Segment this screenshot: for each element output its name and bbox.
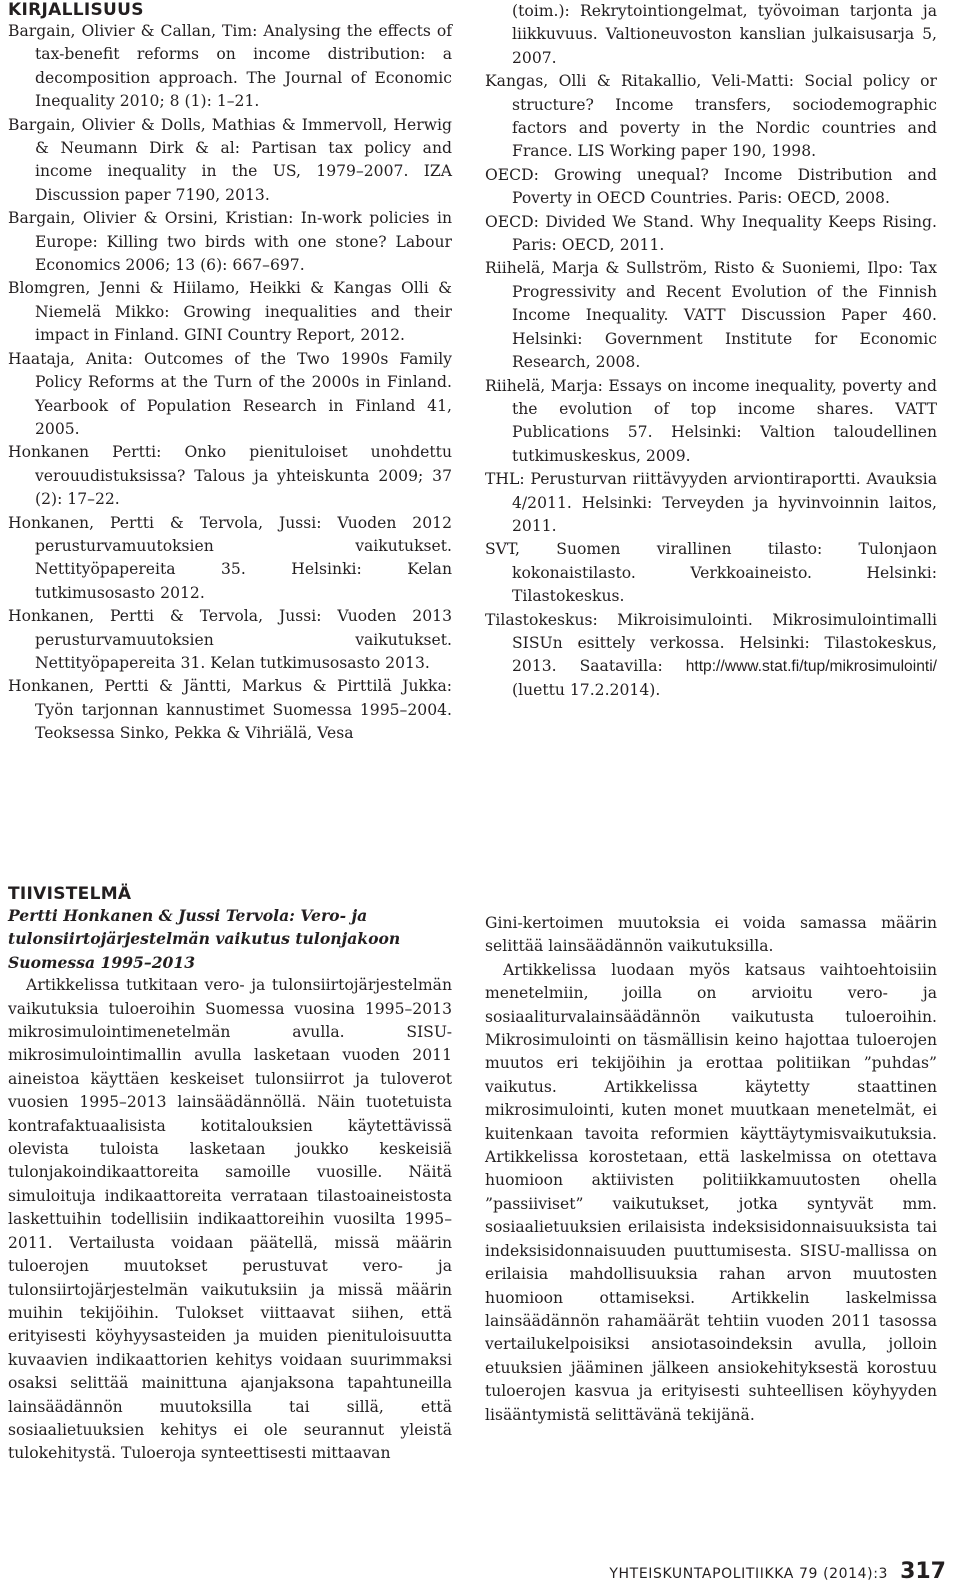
reference-item: Honkanen, Pertti & Jäntti, Markus & Pirttilä Jukka: Työn tarjonnan kannustimet Suomessa 1995–2004. Teoksessa Sinko, Pekka & Vihriälä, Vesa xyxy=(8,677,452,743)
reference-url-link[interactable]: http://www.stat.fi/tup/mikrosimulointi/ xyxy=(685,658,937,676)
abstract-left-column xyxy=(8,884,452,1466)
abstract-right-column xyxy=(485,912,937,1427)
reference-text: Tilastokeskus: Mikroisimulointi. Mikrosimulointimalli SISUn esittely verkossa. Helsinki: Tilastokeskus, 2013. Saatavilla: xyxy=(485,610,937,676)
journal-name: YHTEISKUNTAPOLITIIKKA 79 (2014):3 xyxy=(609,1566,889,1582)
page-number: 317 xyxy=(900,1559,946,1584)
abstract-heading: TIIVISTELMÄ xyxy=(8,884,132,904)
reference-item: OECD: Growing unequal? Income Distribution and Poverty in OECD Countries. Paris: OECD, 2008. xyxy=(485,165,937,208)
reference-item: OECD: Divided We Stand. Why Inequality Keeps Rising. Paris: OECD, 2011. xyxy=(485,212,937,255)
references-heading: KIRJALLISUUS xyxy=(8,0,144,20)
page-footer xyxy=(609,1559,946,1584)
reference-item: Kangas, Olli & Ritakallio, Veli-Matti: Social policy or structure? Income transfers, sociodemographic factors and poverty in the Nordic countries and France. LIS Working paper 190, 1998. xyxy=(485,72,937,161)
abstract-paragraph: Artikkelissa luodaan myös katsaus vaihtoehtoisiin menetelmiin, joilla on arvioitu vero- ja sosiaaliturvalainsäädännön vaikutusta tuloeroihin. Mikrosimulointi on täsmällisin keino hajottaa tuloerojen muutos eri tekijöihin ja erottaa politiikan ”puhdas” vaikutus. Artikkelissa käytetty staattinen mikrosimulointi, kuten monet muutkaan menetelmät, ei kuitenkaan tavoita reformien käyttäytymisvaikutuksia. Artikkelissa korostetaan, että laskelmissa on otettava huomioon aktiivisten politiikkamuutosten ohella ”passiiviset” vaikutukset, jotka syntyvät mm. sosiaalietuuksien erilaisista indeksisidonnaisuuksista tai indeksisidonnaisuuden puuttumisesta. SISU-mallissa on erilaisia mahdollisuuksia rahan arvon muutosten huomioon ottamiseksi. Artikkelin laskelmissa lainsäädännön rahamäärät tehtiin vuoden 2011 tasossa vertailukelpoisiksi ansiotasoindeksin avulla, jolloin etuuksien jääminen jälkeen ansiokehityksestä korostuu tuloerojen kasvua ja erityisesti suhteellisen köyhyyden lisääntymistä selittävänä tekijänä. xyxy=(485,960,937,1424)
reference-item: SVT, Suomen virallinen tilasto: Tulonjaon kokonaistilasto. Verkkoaineisto. Helsinki: Tilastokeskus. xyxy=(485,540,937,606)
reference-item: Riihelä, Marja & Sullström, Risto & Suoniemi, Ilpo: Tax Progressivity and Recent Evolution of the Finnish Income Inequality. VATT Discussion Paper 460. Helsinki: Government Institute for Economic Research, 2008. xyxy=(485,259,937,372)
reference-access-date: (luettu 17.2.2014). xyxy=(512,680,661,699)
reference-continuation: (toim.): Rekrytointiongelmat, työvoiman tarjonta ja liikkuvuus. Valtioneuvoston kanslian julkaisusarja 5, 2007. xyxy=(512,2,937,67)
reference-item: Honkanen, Pertti & Tervola, Jussi: Vuoden 2012 perusturvamuutoksien vaikutukset. Nettityöpapereita 35. Helsinki: Kelan tutkimusosasto 2012. xyxy=(8,513,452,602)
reference-item: Honkanen Pertti: Onko pienituloiset unohdettu verouudistuksissa? Talous ja yhteiskunta 2009; 37 (2): 17–22. xyxy=(8,443,452,509)
reference-item: THL: Perusturvan riittävyyden arviontiraportti. Avauksia 4/2011. Helsinki: Terveyden ja hyvinvoinnin laitos, 2011. xyxy=(485,470,937,535)
reference-item-last xyxy=(485,609,937,703)
abstract-paragraph: Artikkelissa tutkitaan vero- ja tulonsiirtojärjestelmän vaikutuksia tuloeroihin Suomessa vuosina 1995–2013 mikrosimulointimenetelmän avulla. SISU-mikrosimulointimallin avulla lasketaan vuoden 2011 aineistoa käyttäen keskeiset tulonsiirrot ja tuloverot vuosien 1995–2013 lainsäädännöllä. Näin tuotetuista kontrafaktuaalisista kotitalouksien käytettävissä olevista tuloista lasketaan joukko keskeisiä tulonjakoindikaattoreita samoille vuosille. Näitä simuloituja indikaattoreita verrataan tilastoaineistosta laskettuihin todellisiin indikaattoreihin vuosilta 1995–2011. Vertailusta voidaan päätellä, missä määrin tuloerojen muutokset perustuvat vero- ja tulonsiirtojärjestelmän vaikutuksiin ja missä määrin muihin tekijöihin. Tulokset viittaavat siihen, että erityisesti köyhyysasteiden ja muiden pienituloisuutta kuvaavien indikaattorien kehitys voidaan suurimmaksi osaksi selittää mainittuna ajanjaksona tapahtuneilla lainsäädännön muutoksilla tai sillä, että sosiaalietuuksien kehitys ei ole seurannut yleistä tulokehitystä. Tuloeroja synteettisesti mittaavan xyxy=(8,976,452,1463)
reference-item: Haataja, Anita: Outcomes of the Two 1990s Family Policy Reforms at the Turn of the 2000s in Finland. Yearbook of Population Research in Finland 41, 2005. xyxy=(8,349,452,438)
reference-item: Blomgren, Jenni & Hiilamo, Heikki & Kangas Olli & Niemelä Mikko: Growing inequalities and their impact in Finland. GINI Country Report, 2012. xyxy=(8,279,452,345)
references-right-column xyxy=(485,0,937,702)
reference-item: Bargain, Olivier & Orsini, Kristian: In-work policies in Europe: Killing two birds with one stone? Labour Economics 2006; 13 (6): 667–697. xyxy=(8,209,452,275)
abstract-paragraph-continuation: Gini-kertoimen muutoksia ei voida samassa määrin selittää lainsäädännön vaikutuksilla. xyxy=(485,914,937,956)
reference-item: Bargain, Olivier & Callan, Tim: Analysing the effects of tax-benefit reforms on income distribution: a decomposition approach. The Journal of Economic Inequality 2010; 8 (1): 1–21. xyxy=(8,22,452,111)
reference-item: Honkanen, Pertti & Tervola, Jussi: Vuoden 2013 perusturvamuutoksien vaikutukset. Nettityöpapereita 31. Kelan tutkimusosasto 2013. xyxy=(8,607,452,672)
reference-item: Riihelä, Marja: Essays on income inequality, poverty and the evolution of top income shares. VATT Publications 57. Helsinki: Valtion taloudellinen tutkimuskeskus, 2009. xyxy=(485,376,937,465)
abstract-title: Pertti Honkanen & Jussi Tervola: Vero- ja tulonsiirtojärjestelmän vaikutus tulonjakoon Suomessa 1995–2013 xyxy=(8,906,401,972)
references-left-column xyxy=(8,0,452,746)
reference-item: Bargain, Olivier & Dolls, Mathias & Immervoll, Herwig & Neumann Dirk & al: Partisan tax policy and income inequality in the US, 1979–2007. IZA Discussion paper 7190, 2013. xyxy=(8,115,452,204)
